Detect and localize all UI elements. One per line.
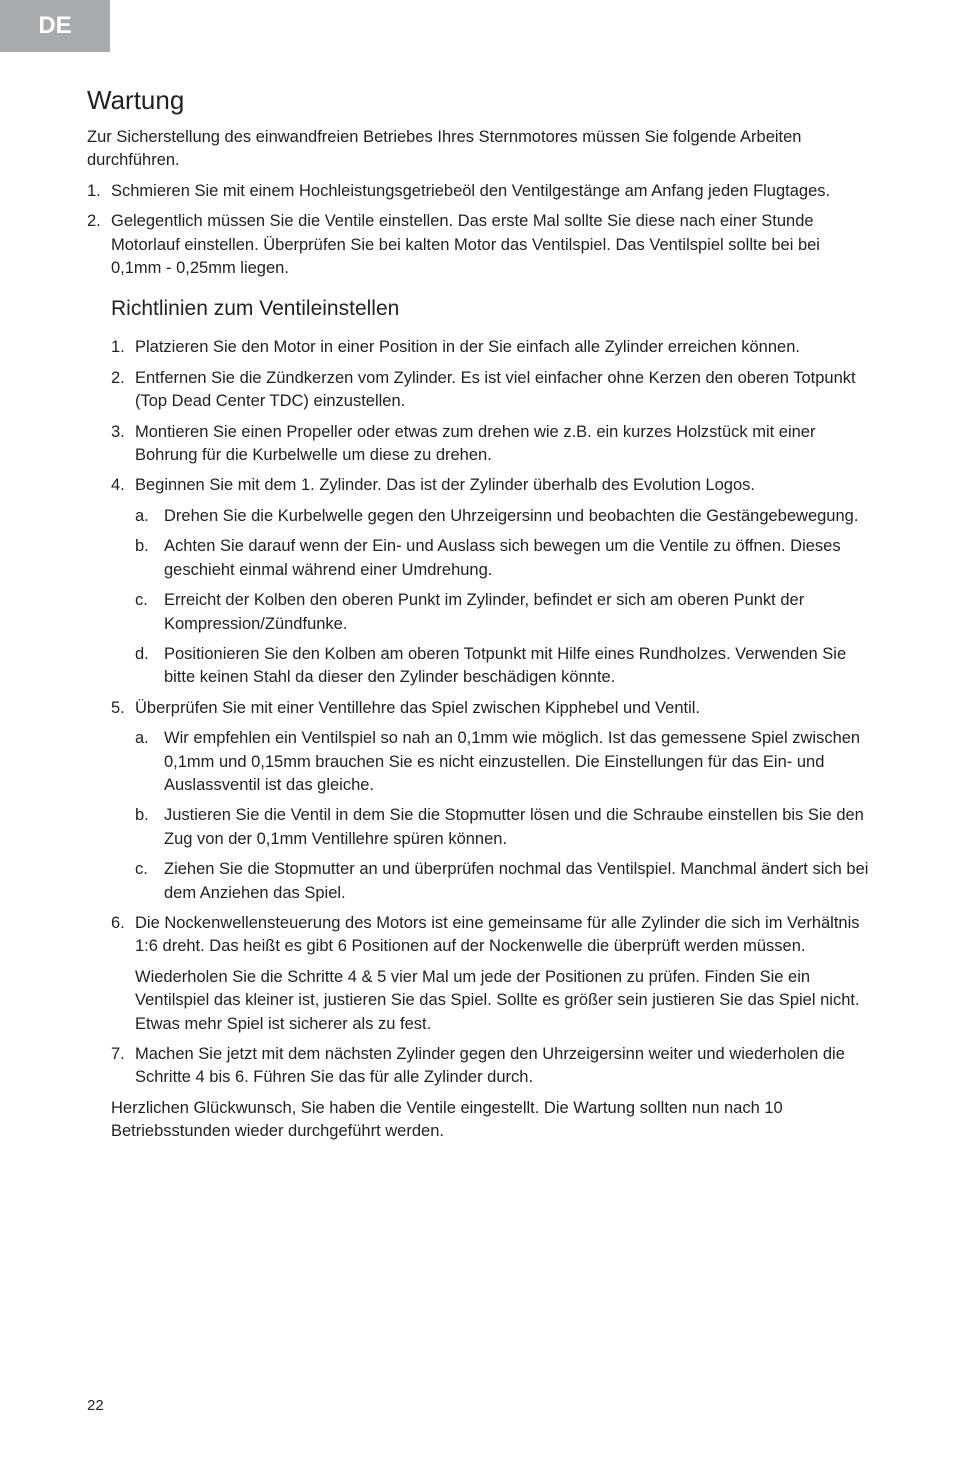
step-item [111, 697, 872, 905]
step-text: Platzieren Sie den Motor in einer Position in der Sie einfach alle Zylinder erreichen können. [135, 338, 800, 357]
language-tab: DE [0, 0, 110, 52]
step-item [111, 421, 872, 468]
step-item [111, 912, 872, 1036]
substep-letter: a. [135, 506, 149, 525]
list-number: 2. [87, 212, 101, 231]
step-text: Die Nockenwellensteuerung des Motors ist eine gemeinsame für alle Zylinder die sich im Verhältnis 1:6 dreht. Das heißt es gibt 6 Positionen auf der Nockenwelle die überprüft werden müssen. [135, 913, 860, 956]
step-number: 3. [111, 422, 125, 441]
list-number: 1. [87, 181, 101, 200]
substep-text: Achten Sie darauf wenn der Ein- und Auslass sich bewegen um die Ventile zu öffnen. Dieses geschieht einmal während einer Umdrehung. [164, 537, 841, 579]
substep-text: Justieren Sie die Ventil in dem Sie die Stopmutter lösen und die Schraube einstellen bis Sie den Zug von der 0,1mm Ventillehre spüren können. [164, 806, 864, 848]
substep-text: Positionieren Sie den Kolben am oberen Totpunkt mit Hilfe eines Rundholzes. Verwenden Sie bitte keinen Stahl da dieser den Zylinder beschädigen könnte. [164, 644, 847, 687]
step-number: 5. [111, 698, 125, 717]
substep-item [135, 727, 872, 797]
substep-item [135, 858, 872, 905]
step-item [111, 474, 872, 689]
valve-steps [111, 336, 872, 1089]
step-number: 6. [111, 913, 125, 932]
list-text: Gelegentlich müssen Sie die Ventile einstellen. Das erste Mal sollte Sie diese nach einer Stunde Motorlauf einstellen. Überprüfen Sie bei kalten Motor das Ventilspiel. Das Ventilspiel sollte bei bei 0,1mm - 0,25mm liegen. [111, 212, 820, 278]
main-list-item [87, 210, 872, 280]
step-item [111, 1043, 872, 1090]
step-number: 4. [111, 476, 125, 495]
step-number: 2. [111, 368, 125, 387]
page-number: 22 [87, 1397, 104, 1414]
substep-text: Wir empfehlen ein Ventilspiel so nah an 0,1mm wie möglich. Ist das gemessene Spiel zwischen 0,1mm und 0,15mm brauchen Sie es nicht einzustellen. Die Einstellungen für das Ein- und Auslassventil ist das gleiche. [164, 729, 861, 794]
substep-item [135, 535, 872, 582]
substep-text: Ziehen Sie die Stopmutter an und überprüfen nochmal das Ventilspiel. Manchmal ändert sich bei dem Anziehen das Spiel. [164, 860, 869, 902]
step-item [111, 336, 872, 359]
main-list-item [87, 180, 872, 203]
list-text: Schmieren Sie mit einem Hochleistungsgetriebeöl den Ventilgestänge am Anfang jeden Flugtages. [111, 181, 831, 200]
page-title: Wartung [87, 85, 185, 115]
substep-item [135, 589, 872, 636]
step-text: Montieren Sie einen Propeller oder etwas zum drehen wie z.B. ein kurzes Holzstück mit einer Bohrung für die Kurbelwelle um diese zu drehen. [135, 422, 816, 465]
closing-paragraph: Herzlichen Glückwunsch, Sie haben die Ventile eingestellt. Die Wartung sollten nun nach 10 Betriebsstunden wieder durchgeführt werden. [111, 1098, 783, 1141]
step-text: Überprüfen Sie mit einer Ventillehre das Spiel zwischen Kipphebel und Ventil. [135, 698, 701, 717]
step-text: Entfernen Sie die Zündkerzen vom Zylinder. Es ist viel einfacher ohne Kerzen den oberen Totpunkt (Top Dead Center TDC) einzustellen. [135, 368, 856, 411]
step-number: 7. [111, 1045, 125, 1063]
intro-paragraph: Zur Sicherstellung des einwandfreien Betriebes Ihres Sternmotores müssen Sie folgende Arbeiten durchführen. [87, 128, 802, 170]
substep-letter: c. [135, 860, 148, 879]
subsection-title: Richtlinien zum Ventileinstellen [111, 297, 400, 321]
substep-item [135, 804, 872, 851]
page-content [87, 126, 872, 1144]
step-body [135, 912, 872, 1036]
step-number: 1. [111, 338, 125, 357]
step-text: Machen Sie jetzt mit dem nächsten Zylinder gegen den Uhrzeigersinn weiter und wiederholen die Schritte 4 bis 6. Führen Sie das für alle Zylinder durch. [135, 1045, 845, 1087]
step-body [135, 697, 872, 905]
substep-letter: b. [135, 806, 149, 825]
substep-text: Drehen Sie die Kurbelwelle gegen den Uhrzeigersinn und beobachten die Gestängebewegung. [164, 506, 859, 525]
substep-text: Erreicht der Kolben den oberen Punkt im Zylinder, befindet er sich am oberen Punkt der Kompression/Zündfunke. [164, 591, 805, 633]
substep-letter: b. [135, 537, 149, 556]
substep-letter: c. [135, 591, 148, 610]
substep-letter: a. [135, 729, 149, 748]
step-item [111, 367, 872, 414]
substep-item [135, 505, 872, 528]
step-body [135, 474, 872, 689]
step-extra-text: Wiederholen Sie die Schritte 4 & 5 vier Mal um jede der Positionen zu prüfen. Finden Sie ein Ventilspiel das kleiner ist, justieren Sie das Spiel. Sollte es größer sein justieren Sie das Spiel nicht. Etwas mehr Spiel ist sicherer als zu fest. [135, 967, 860, 1033]
substep-item [135, 643, 872, 690]
step-text: Beginnen Sie mit dem 1. Zylinder. Das ist der Zylinder überhalb des Evolution Logos. [135, 476, 755, 495]
substep-letter: d. [135, 644, 149, 663]
